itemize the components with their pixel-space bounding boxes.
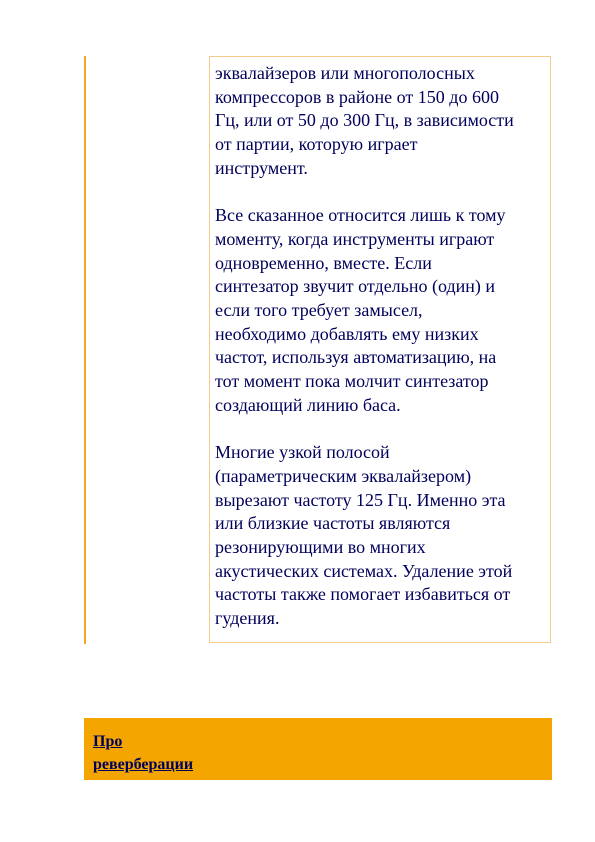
footer-nav-bar xyxy=(84,718,552,780)
paragraph-1: эквалайзеров или многополосных компрессоров в районе от 150 до 600 Гц, или от 50 до 300 Гц, в зависимости от партии, которую играет инструмент. xyxy=(215,63,514,178)
paragraph-3: Многие узкой полосой (параметрическим эквалайзером) вырезают частоту 125 Гц. Именно эта или близкие частоты являются резонирующими во многих акустических системах. Удаление этой частоты также помогает избавиться от гудения. xyxy=(215,442,513,629)
text-frame xyxy=(209,56,551,643)
article-text xyxy=(215,62,551,631)
paragraph-2: Все сказанное относится лишь к тому моменту, когда инструменты играют одновременно, вместе. Если синтезатор звучит отдельно (один) и если того требует замысел, необходимо добавлять ему низких частот, используя автоматизацию, на тот момент пока молчит синтезатор создающий линию баса. xyxy=(215,205,506,415)
left-vertical-rule xyxy=(84,56,86,644)
reverb-link[interactable]: Про реверберации xyxy=(93,733,194,773)
